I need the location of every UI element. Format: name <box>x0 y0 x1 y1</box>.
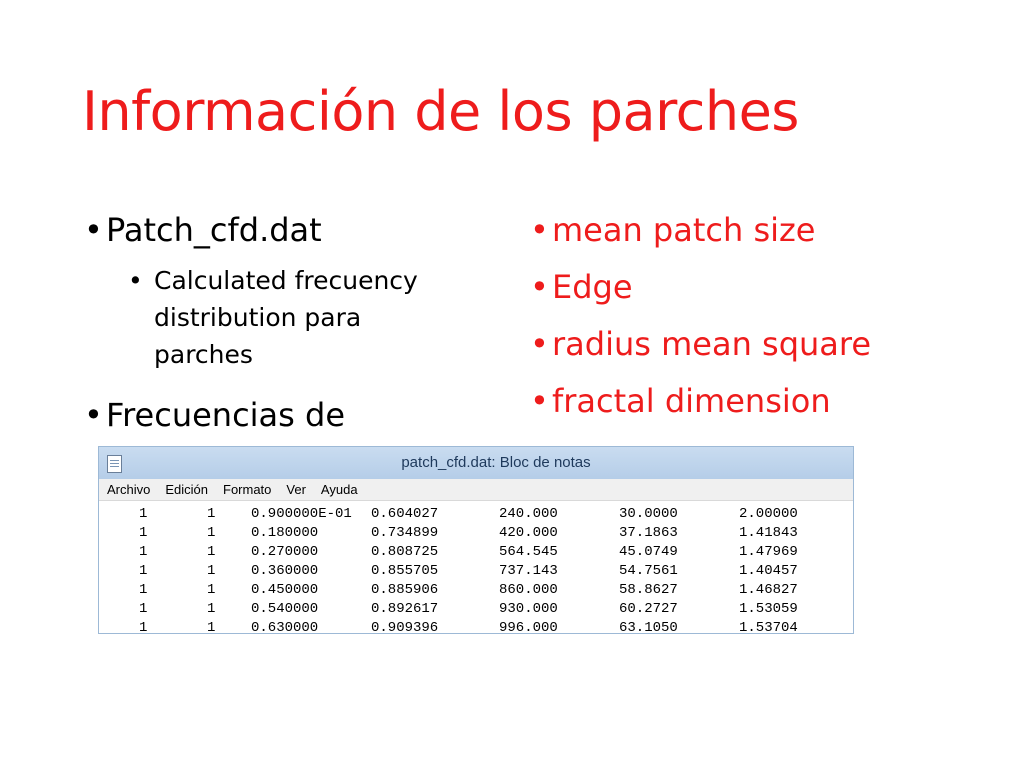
bullet-dot-icon: • <box>84 396 103 434</box>
text-value: 240.000 <box>499 506 558 522</box>
text-value: 0.892617 <box>371 601 439 617</box>
text-value: 0.540000 <box>251 601 319 617</box>
text-value: 1.40457 <box>739 563 798 579</box>
menu-bar <box>99 479 853 501</box>
text-value: 63.1050 <box>619 620 678 634</box>
bullet-item <box>84 393 484 437</box>
bullet-item <box>84 208 484 252</box>
text-value: 996.000 <box>499 620 558 634</box>
bullet-text: fractal dimension <box>552 382 831 420</box>
text-value: 0.855705 <box>371 563 439 579</box>
bullet-dot-icon: • <box>84 211 103 249</box>
text-value: 1 <box>139 601 148 617</box>
text-line <box>99 581 853 600</box>
right-bullet-list <box>530 208 950 436</box>
text-value: 0.630000 <box>251 620 319 634</box>
bullet-item <box>530 265 950 309</box>
sub-bullet-text: Calculated frecuency distribution para parches <box>154 266 418 369</box>
text-value: 1 <box>139 544 148 560</box>
bullet-text: radius mean square <box>552 325 872 363</box>
window-titlebar[interactable] <box>99 447 853 479</box>
text-line <box>99 524 853 543</box>
text-value: 0.360000 <box>251 563 319 579</box>
bullet-dot-icon: • <box>530 382 549 420</box>
bullet-dot-icon: • <box>530 211 549 249</box>
text-area[interactable] <box>99 501 853 634</box>
text-value: 1 <box>207 506 216 522</box>
text-line <box>99 600 853 619</box>
text-value: 1 <box>207 544 216 560</box>
notepad-window <box>98 446 854 634</box>
text-value: 1.53704 <box>739 620 798 634</box>
text-value: 0.180000 <box>251 525 319 541</box>
text-value: 30.0000 <box>619 506 678 522</box>
bullet-text: Frecuencias de <box>106 396 345 434</box>
text-line <box>99 505 853 524</box>
text-value: 1 <box>207 620 216 634</box>
text-line <box>99 562 853 581</box>
bullet-item <box>530 322 950 366</box>
text-value: 0.909396 <box>371 620 439 634</box>
text-line <box>99 619 853 634</box>
text-value: 1 <box>139 525 148 541</box>
text-value: 1 <box>207 601 216 617</box>
bullet-text: Patch_cfd.dat <box>106 211 322 249</box>
bullet-text: mean patch size <box>552 211 816 249</box>
bullet-text: Edge <box>552 268 633 306</box>
text-value: 420.000 <box>499 525 558 541</box>
sub-bullet-item <box>128 262 484 373</box>
text-value: 0.450000 <box>251 582 319 598</box>
text-value: 0.270000 <box>251 544 319 560</box>
text-value: 45.0749 <box>619 544 678 560</box>
text-value: 60.2727 <box>619 601 678 617</box>
text-value: 37.1863 <box>619 525 678 541</box>
text-value: 0.885906 <box>371 582 439 598</box>
bullet-dot-icon: • <box>128 266 143 295</box>
text-value: 0.808725 <box>371 544 439 560</box>
text-value: 564.545 <box>499 544 558 560</box>
text-value: 1 <box>139 582 148 598</box>
bullet-dot-icon: • <box>530 268 549 306</box>
text-value: 1 <box>139 563 148 579</box>
text-value: 737.143 <box>499 563 558 579</box>
text-value: 1 <box>207 563 216 579</box>
menu-archivo[interactable]: Archivo <box>107 482 151 497</box>
text-value: 1 <box>207 582 216 598</box>
text-value: 1.41843 <box>739 525 798 541</box>
menu-ver[interactable]: Ver <box>286 482 306 497</box>
bullet-dot-icon: • <box>530 325 549 363</box>
text-value: 58.8627 <box>619 582 678 598</box>
bullet-item <box>530 379 950 423</box>
text-value: 1 <box>139 620 148 634</box>
menu-edicion[interactable]: Edición <box>165 482 208 497</box>
text-value: 1.46827 <box>739 582 798 598</box>
menu-ayuda[interactable]: Ayuda <box>320 482 358 497</box>
slide-title: Información de los parches <box>82 80 799 143</box>
text-value: 1.53059 <box>739 601 798 617</box>
menu-formato[interactable]: Formato <box>223 482 272 497</box>
text-value: 930.000 <box>499 601 558 617</box>
text-value: 0.900000E-01 <box>251 506 352 522</box>
bullet-item <box>530 208 950 252</box>
text-value: 2.00000 <box>739 506 798 522</box>
left-bullet-list <box>84 208 484 447</box>
window-title: patch_cfd.dat: Bloc de notas <box>401 454 591 471</box>
text-value: 1 <box>139 506 148 522</box>
text-value: 1 <box>207 525 216 541</box>
text-value: 860.000 <box>499 582 558 598</box>
text-value: 0.604027 <box>371 506 439 522</box>
text-line <box>99 543 853 562</box>
text-value: 54.7561 <box>619 563 678 579</box>
text-value: 0.734899 <box>371 525 439 541</box>
text-value: 1.47969 <box>739 544 798 560</box>
